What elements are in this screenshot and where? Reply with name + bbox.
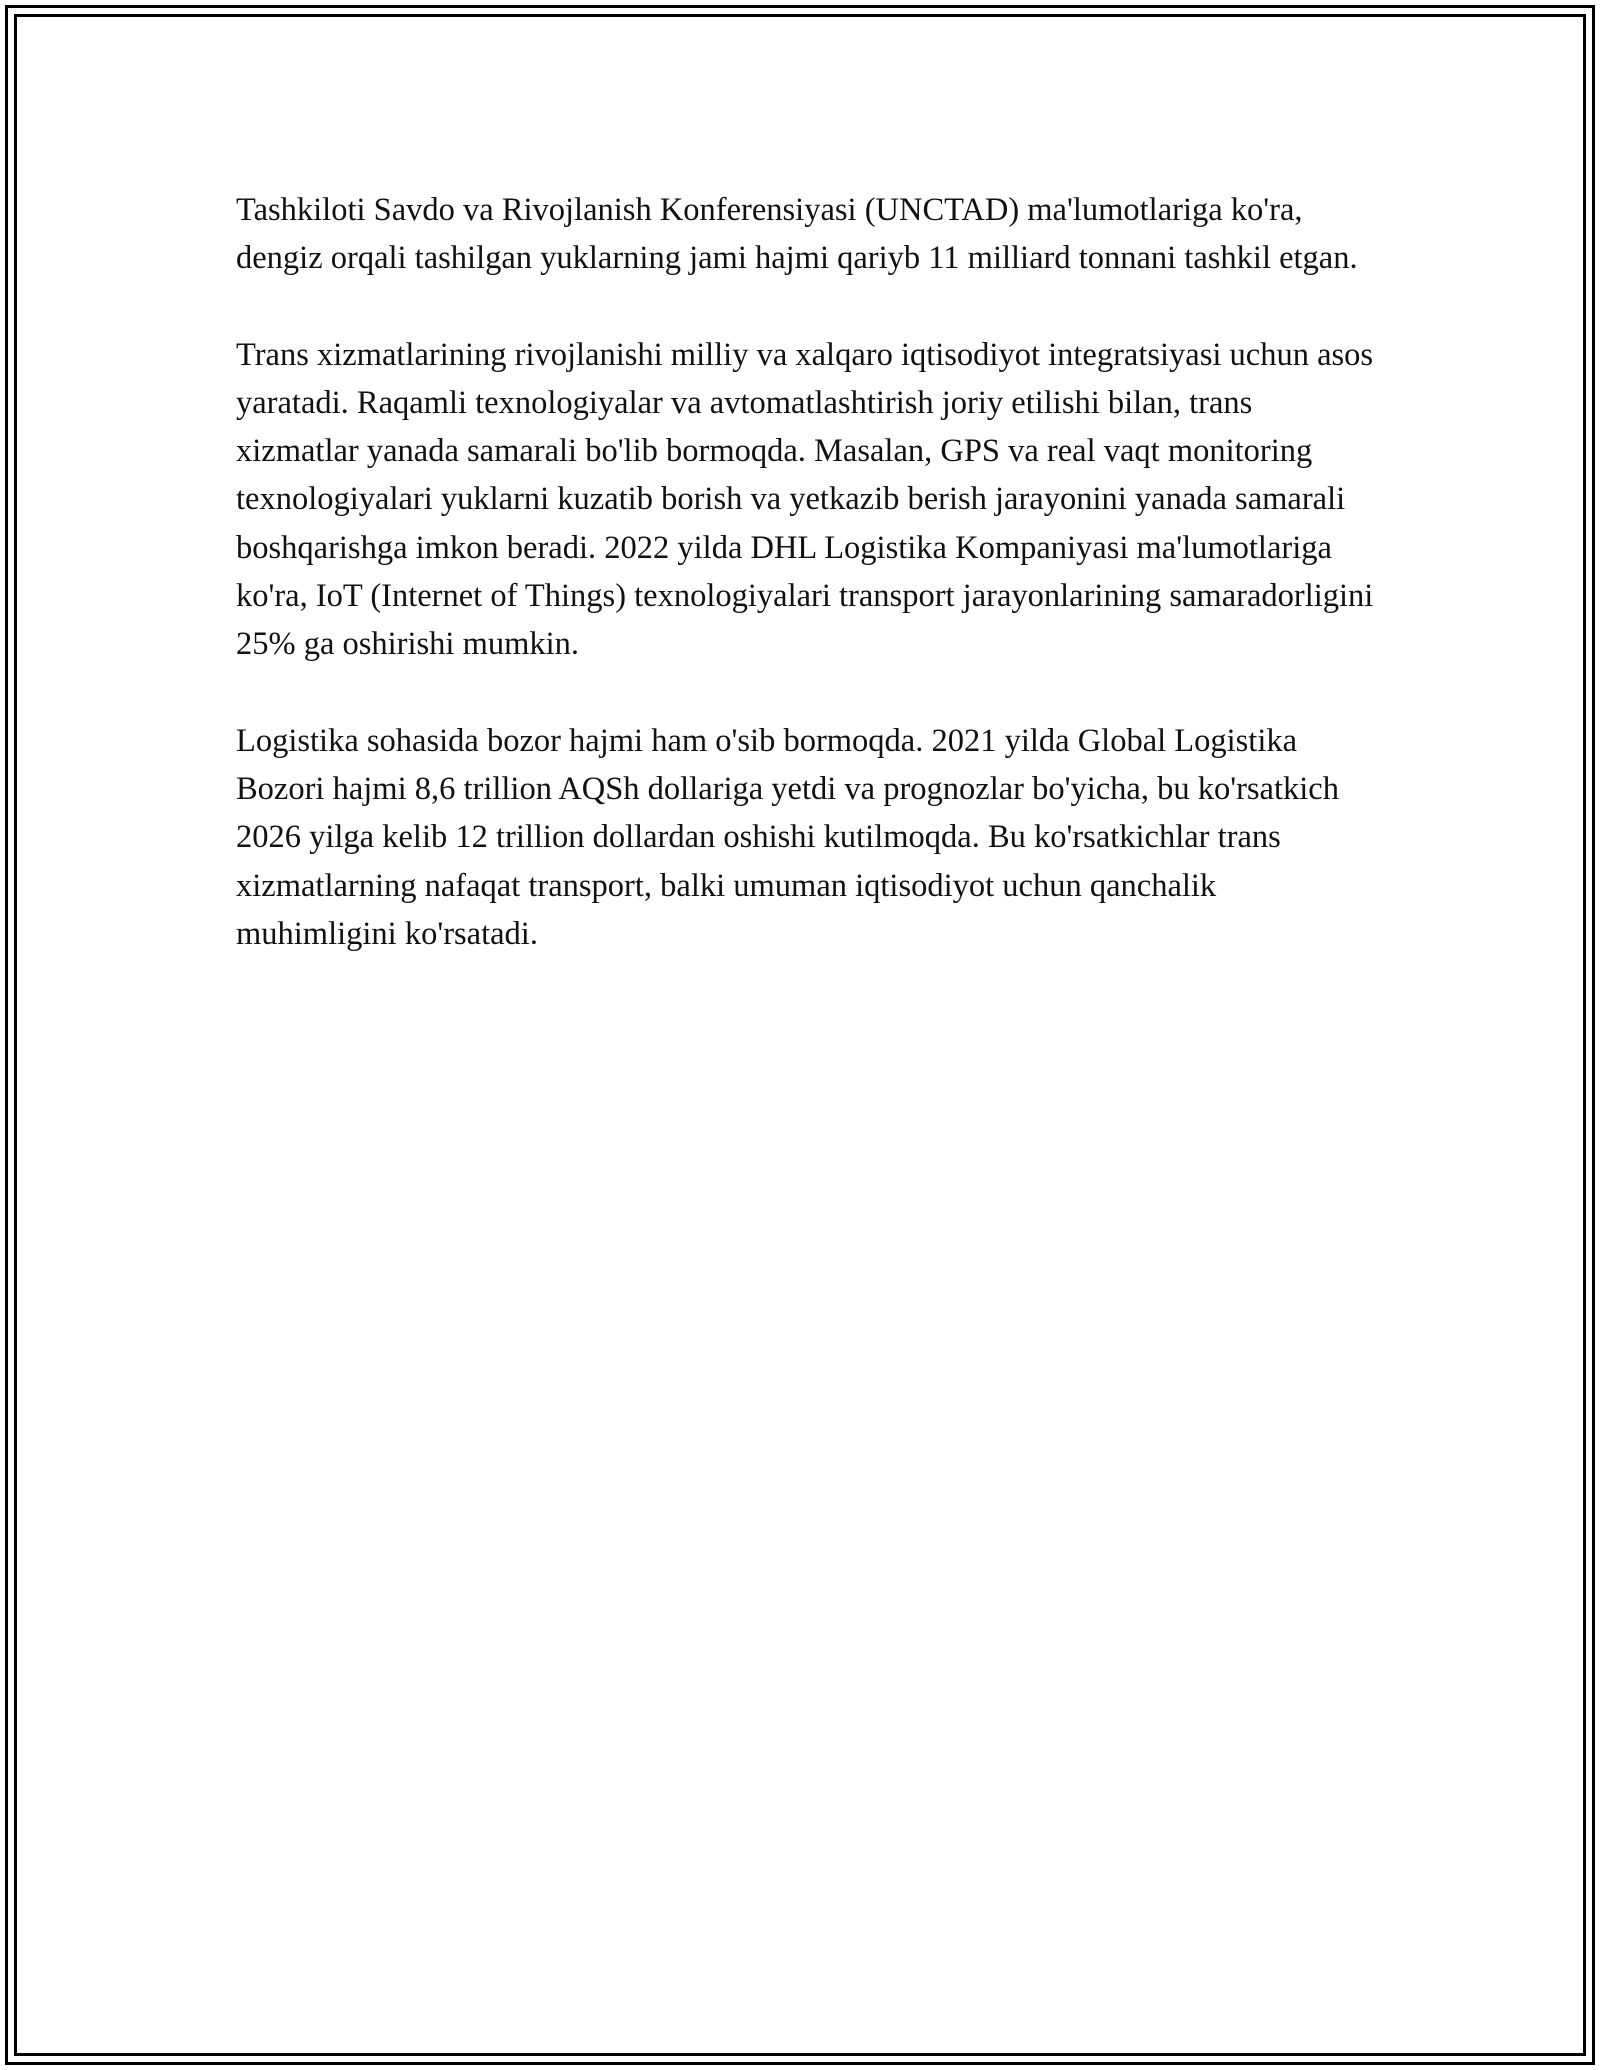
paragraph-1: Tashkiloti Savdo va Rivojlanish Konferensiyasi (UNCTAD) ma'lumotlariga ko'ra, dengiz orqali tashilgan yuklarning jami hajmi qariyb 11 milliard tonnani tashkil etgan. xyxy=(236,192,1358,277)
document-body xyxy=(236,186,1376,1006)
paragraph-3: Logistika sohasida bozor hajmi ham o'sib bormoqda. 2021 yilda Global Logistika Bozori hajmi 8,6 trillion AQSh dollariga yetdi va prognozlar bo'yicha, bu ko'rsatkich 2026 yilga kelib 12 trillion dollardan oshishi kutilmoqda. Bu ko'rsatkichlar trans xizmatlarning nafaqat transport, balki umuman iqtisodiyot uchun qanchalik muhimligini ko'rsatadi. xyxy=(236,722,1339,952)
paragraph-2: Trans xizmatlarining rivojlanishi milliy va xalqaro iqtisodiyot integratsiyasi uchun asos yaratadi. Raqamli texnologiyalar va avtomatlashtirish joriy etilishi bilan, trans xizmatlar yanada samarali bo'lib bormoqda. Masalan, GPS va real vaqt monitoring texnologiyalari yuklarni kuzatib borish va yetkazib berish jarayonini yanada samarali boshqarishga imkon beradi. 2022 yilda DHL Logistika Kompaniyasi ma'lumotlariga ko'ra, IoT (Internet of Things) texnologiyalari transport jarayonlarining samaradorligini 25% ga oshirishi mumkin. xyxy=(236,336,1374,663)
